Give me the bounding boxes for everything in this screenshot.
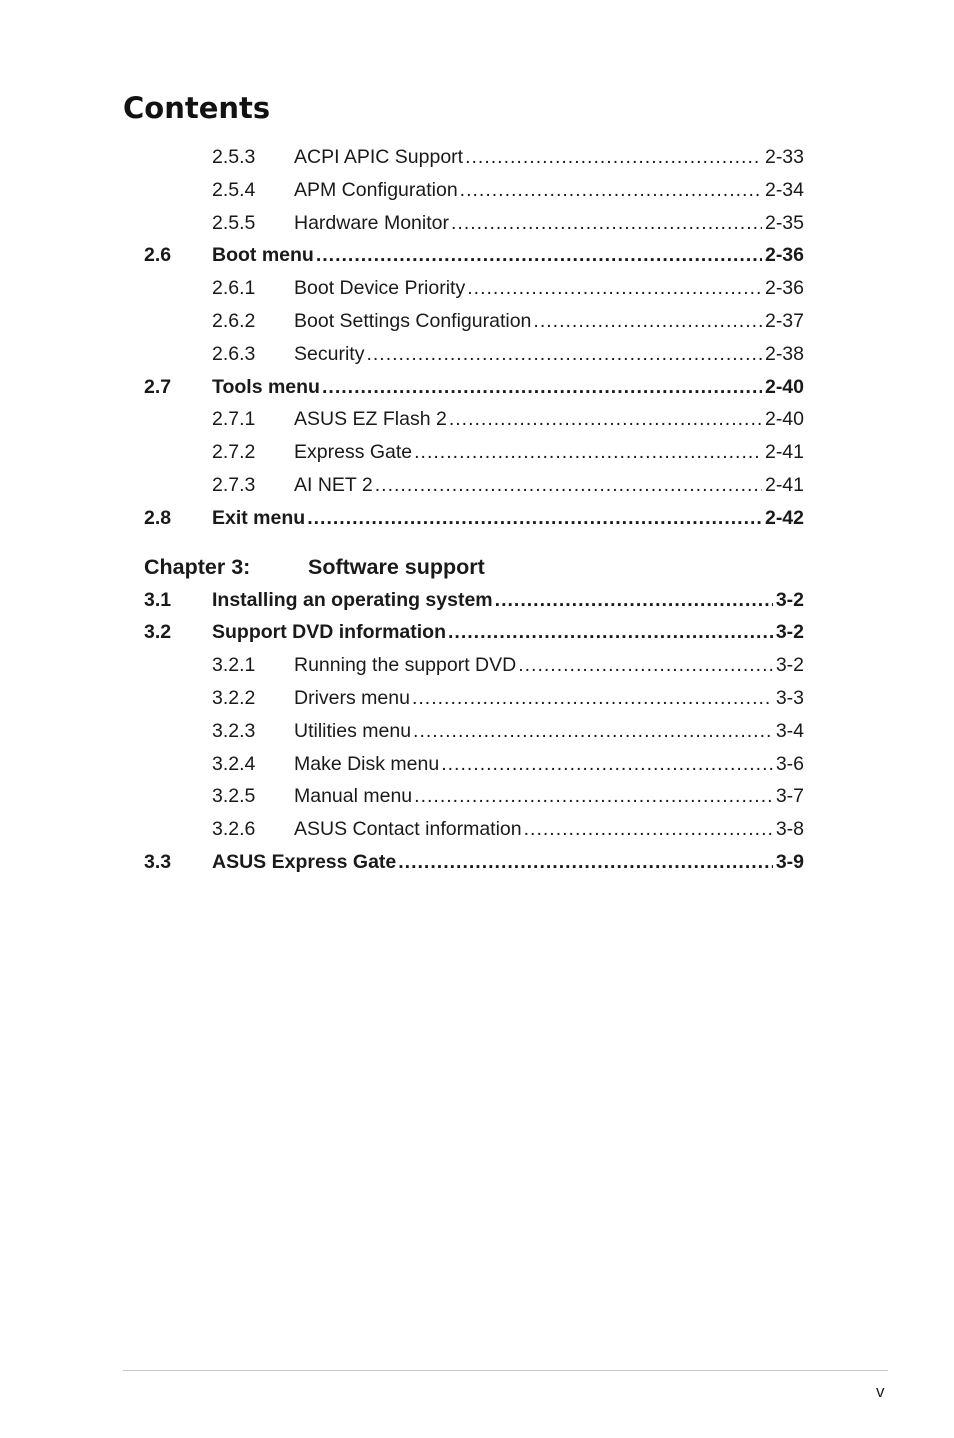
toc-entry-page: 2-40 [764, 375, 804, 398]
toc-entry-title: Drivers menu [294, 686, 410, 709]
toc-entry[interactable] [144, 649, 804, 682]
toc-entry-page: 2-34 [764, 178, 804, 201]
dot-leader [375, 469, 762, 502]
toc-entry-number: 2.7.1 [212, 408, 256, 431]
footer-divider [123, 1370, 888, 1371]
toc-entry[interactable] [144, 469, 804, 502]
toc-entry-page: 2-35 [764, 211, 804, 234]
toc-entry-number: 3.2.2 [212, 686, 256, 709]
toc-entry-title: ASUS EZ Flash 2 [294, 408, 447, 431]
toc-entry-title: ACPI APIC Support [294, 146, 464, 168]
toc-entry-number: 3.2.1 [212, 654, 256, 677]
toc-entry[interactable] [144, 584, 804, 617]
dot-leader [441, 748, 773, 781]
toc-entry-number: 2.8 [144, 506, 172, 529]
toc-entry-number: 2.7.2 [212, 441, 256, 464]
toc-entry-title: Express Gate [294, 441, 413, 464]
toc-entry-number: 3.2.4 [212, 752, 256, 775]
toc-section-chapter-3 [144, 584, 804, 879]
toc-entry-page: 2-33 [764, 146, 804, 168]
toc-entry-page: 3-2 [775, 654, 804, 677]
toc-entry-title: Installing an operating system [212, 588, 493, 611]
dot-leader [413, 715, 773, 748]
toc-entry-page: 3-6 [775, 752, 804, 775]
dot-leader [414, 436, 762, 469]
toc-entry[interactable] [144, 616, 804, 649]
toc-entry-title: Hardware Monitor [294, 211, 449, 234]
toc-entry-title: Running the support DVD [294, 654, 517, 677]
page-title: Contents [123, 91, 271, 125]
toc-entry-title: Security [294, 342, 365, 365]
dot-leader [307, 502, 762, 535]
toc-entry-title: AI NET 2 [294, 473, 373, 496]
toc-entry-page: 3-8 [775, 818, 804, 841]
toc-entry-page: 2-41 [764, 441, 804, 464]
dot-leader [322, 371, 762, 404]
toc-entry-number: 3.2.6 [212, 818, 256, 841]
toc-entry[interactable] [144, 338, 804, 371]
dot-leader [465, 141, 762, 174]
dot-leader [460, 174, 762, 207]
toc-entry-number: 2.6.1 [212, 277, 256, 300]
toc-entry-number: 3.3 [144, 850, 172, 873]
toc-entry-number: 2.5.4 [212, 178, 256, 201]
toc-entry[interactable] [144, 846, 804, 879]
toc-entry[interactable] [144, 502, 804, 535]
toc-entry-title: Boot Device Priority [294, 277, 466, 300]
toc-entry[interactable] [144, 813, 804, 846]
toc-entry[interactable] [144, 207, 804, 240]
toc-entry-title: Manual menu [294, 785, 413, 808]
toc-entry-page: 2-36 [764, 277, 804, 300]
toc-entry[interactable] [144, 371, 804, 404]
dot-leader [533, 305, 762, 338]
toc-entry-page: 3-2 [775, 588, 804, 611]
toc-entry-page: 2-37 [764, 309, 804, 332]
dot-leader [495, 584, 773, 617]
toc-entry[interactable] [144, 272, 804, 305]
toc-entry[interactable] [144, 239, 804, 272]
toc-entry[interactable] [144, 141, 804, 174]
dot-leader [449, 403, 762, 436]
toc-entry-page: 3-3 [775, 686, 804, 709]
toc-entry-page: 2-40 [764, 408, 804, 431]
toc-entry-page: 2-36 [764, 244, 804, 267]
toc-entry-page: 3-2 [775, 621, 804, 644]
toc-entry-title: Boot menu [212, 244, 314, 267]
toc-entry[interactable] [144, 780, 804, 813]
toc-entry-number: 2.7.3 [212, 473, 256, 496]
toc-entry-title: Support DVD information [212, 621, 446, 644]
toc-entry-number: 2.7 [144, 375, 172, 398]
dot-leader [316, 239, 762, 272]
dot-leader [366, 338, 762, 371]
toc-entry[interactable] [144, 436, 804, 469]
toc-entry-number: 3.1 [144, 588, 172, 611]
toc-entry-title: Utilities menu [294, 719, 412, 742]
toc-entry-number: 3.2 [144, 621, 172, 644]
toc-entry-page: 2-41 [764, 473, 804, 496]
dot-leader [467, 272, 762, 305]
toc-entry-number: 2.6 [144, 244, 172, 267]
toc-entry[interactable] [144, 174, 804, 207]
chapter-title: Software support [308, 554, 485, 579]
chapter-heading[interactable] [144, 550, 804, 584]
toc-entry[interactable] [144, 682, 804, 715]
toc-entry-title: Make Disk menu [294, 752, 440, 775]
dot-leader [524, 813, 773, 846]
dot-leader [398, 846, 773, 879]
dot-leader [448, 616, 773, 649]
toc-entry-number: 2.6.3 [212, 342, 256, 365]
toc-entry-title: Boot Settings Configuration [294, 309, 532, 332]
toc-entry-title: APM Configuration [294, 178, 458, 201]
toc-entry-title: ASUS Contact information [294, 818, 522, 841]
toc-entry-number: 2.6.2 [212, 309, 256, 332]
toc-entry-number: 3.2.5 [212, 785, 256, 808]
toc-entry[interactable] [144, 748, 804, 781]
dot-leader [451, 207, 762, 240]
toc-entry[interactable] [144, 715, 804, 748]
toc-entry-title: ASUS Express Gate [212, 850, 397, 873]
toc-entry-number: 3.2.3 [212, 719, 256, 742]
dot-leader [412, 682, 773, 715]
toc-entry-title: Tools menu [212, 375, 320, 398]
toc-entry-page: 3-7 [775, 785, 804, 808]
page-number: v [876, 1382, 885, 1401]
toc-entry-page: 2-42 [764, 506, 804, 529]
chapter-label: Chapter 3: [144, 554, 251, 579]
toc-entry[interactable] [144, 305, 804, 338]
table-of-contents [144, 141, 804, 879]
toc-entry-title: Exit menu [212, 506, 306, 529]
toc-entry-number: 2.5.5 [212, 211, 256, 234]
toc-entry-number: 2.5.3 [212, 146, 256, 168]
toc-entry-page: 2-38 [764, 342, 804, 365]
dot-leader [518, 649, 773, 682]
toc-section-chapter-2 [144, 141, 804, 535]
toc-entry[interactable] [144, 403, 804, 436]
dot-leader [414, 780, 773, 813]
toc-entry-page: 3-9 [775, 850, 804, 873]
toc-entry-page: 3-4 [775, 719, 804, 742]
